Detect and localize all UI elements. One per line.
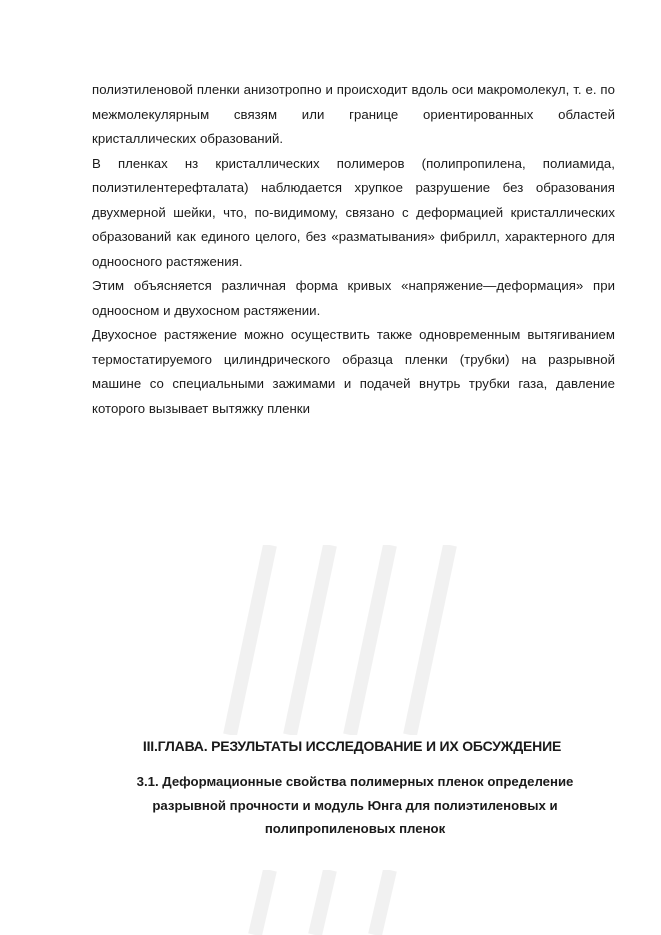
paragraph: В пленках нз кристаллических полимеров (полипропилена, полиамида, полиэтилентерефталата) наблюдается хрупкое разрушение без образования двухмерной шейки, что, по-видимому, связано с деформацией кристаллических образований как единого целого, без «разматывания» фибрилл, характерного для одноосного растяжения.: [92, 155, 615, 269]
chapter-heading: III.ГЛАВА. РЕЗУЛЬТАТЫ ИССЛЕДОВАНИЕ И ИХ ОБСУЖДЕНИЕ: [142, 738, 562, 754]
watermark-graphic-bottom: [210, 870, 470, 935]
paragraph: полиэтиленовой пленки анизотропно и происходит вдоль оси макромолекул, т. е. по межмолекулярным связям или границе ориентированных областей кристаллических образований.: [92, 82, 615, 146]
section-heading: 3.1. Деформационные свойства полимерных пленок определение разрывной прочности и модуль Юнга для полиэтиленовых и полипропиленовых пленок: [136, 774, 574, 836]
watermark-graphic: [210, 545, 470, 735]
body-text: [92, 78, 615, 421]
paragraph: Этим объясняется различная форма кривых «напряжение—деформация» при одноосном и двухосном растяжении.: [92, 278, 615, 318]
paragraph: Двухосное растяжение можно осуществить также одновременным вытягиванием термостатируемого цилиндрического образца пленки (трубки) на разрывной машине со специальными зажимами и подачей внутрь трубки газа, давление которого вызывает вытяжку пленки: [92, 327, 615, 416]
